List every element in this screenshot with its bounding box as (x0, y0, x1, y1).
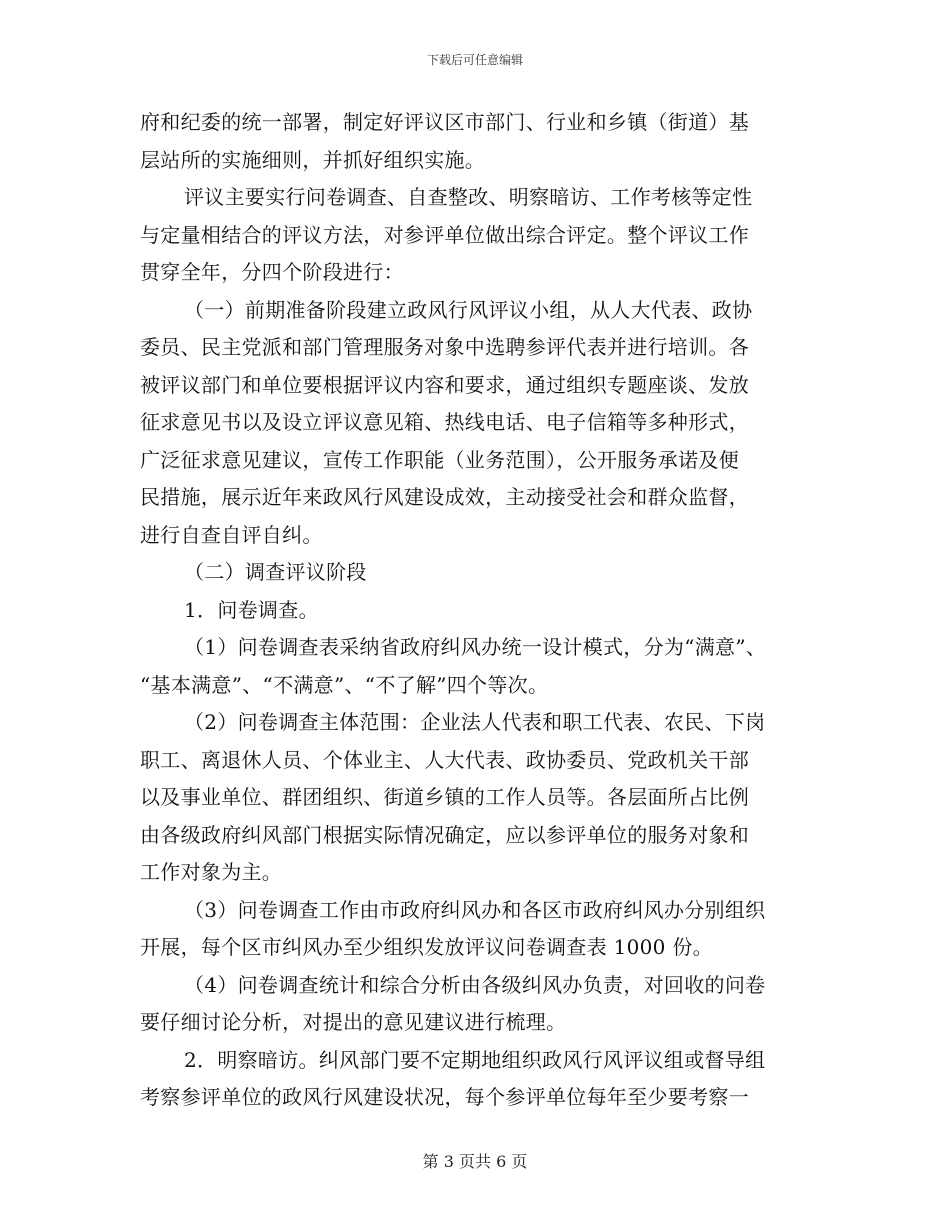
paragraph-first-line: （2）问卷调查主体范围：企业法人代表和职工代表、农民、下岗 (184, 710, 766, 734)
document-body (140, 104, 830, 1117)
page-number: 第 3 页共 6 页 (422, 1152, 528, 1171)
body-line: 委员、民主党派和部门管理服务对象中选聘参评代表并进行培训。各 (140, 335, 749, 359)
body-line: 征求意见书以及设立评议意见箱、热线电话、电子信箱等多种形式， (140, 410, 749, 434)
body-line: 民措施，展示近年来政风行风建设成效，主动接受社会和群众监督， (140, 485, 749, 509)
body-line: 层站所的实施细则，并抓好组织实施。 (140, 147, 486, 172)
body-line: 以及事业单位、群团组织、街道乡镇的工作人员等。各层面所占比例 (140, 785, 749, 809)
body-line: 工作对象为主。 (140, 860, 283, 884)
body-line: 进行自查自评自纠。 (140, 522, 323, 547)
paragraph-first-line: （1）问卷调查表采纳省政府纠风办统一设计模式，分为“满意”、 (184, 635, 767, 659)
body-line: 与定量相结合的评议方法，对参评单位做出综合评定。整个评议工作 (140, 222, 749, 247)
body-line: 贯穿全年，分四个阶段进行： (140, 260, 404, 284)
body-line: 广泛征求意见建议，宣传工作职能（业务范围），公开服务承诺及便 (140, 447, 739, 472)
paragraph-first-line: （4）问卷调查统计和综合分析由各级纠风办负责，对回收的问卷 (184, 972, 766, 997)
body-line: 考察参评单位的政风行风建设状况，每个参评单位每年至少要考察一 (140, 1085, 749, 1109)
section-heading: （二）调查评议阶段 (184, 560, 367, 584)
paragraph-first-line: （一）前期准备阶段建立政风行风评议小组，从人大代表、政协 (184, 297, 753, 322)
body-line: 由各级政府纠风部门根据实际情况确定，应以参评单位的服务对象和 (140, 822, 749, 847)
subsection-heading: 1．问卷调查。 (184, 597, 319, 622)
page-header-note: 下载后可任意编辑 (426, 53, 523, 67)
body-line: 要仔细讨论分析，对提出的意见建议进行梳理。 (140, 1010, 567, 1034)
body-line: 被评议部门和单位要根据评议内容和要求，通过组织专题座谈、发放 (140, 372, 749, 397)
paragraph-first-line: （3）问卷调查工作由市政府纠风办和各区市政府纠风办分别组织 (184, 897, 766, 922)
body-line: 府和纪委的统一部署，制定好评议区市部门、行业和乡镇（街道）基 (140, 110, 749, 134)
body-line: 开展，每个区市纠风办至少组织发放评议问卷调查表 1000 份。 (140, 935, 713, 959)
body-line: 职工、离退休人员、个体业主、人大代表、政协委员、党政机关干部 (140, 747, 749, 772)
paragraph-first-line: 评议主要实行问卷调查、自查整改、明察暗访、工作考核等定性 (184, 185, 753, 209)
body-line: “基本满意”、“不满意”、“不了解”四个等次。 (140, 672, 549, 697)
paragraph-first-line: 2．明察暗访。纠风部门要不定期地组织政风行风评议组或督导组 (184, 1047, 766, 1072)
